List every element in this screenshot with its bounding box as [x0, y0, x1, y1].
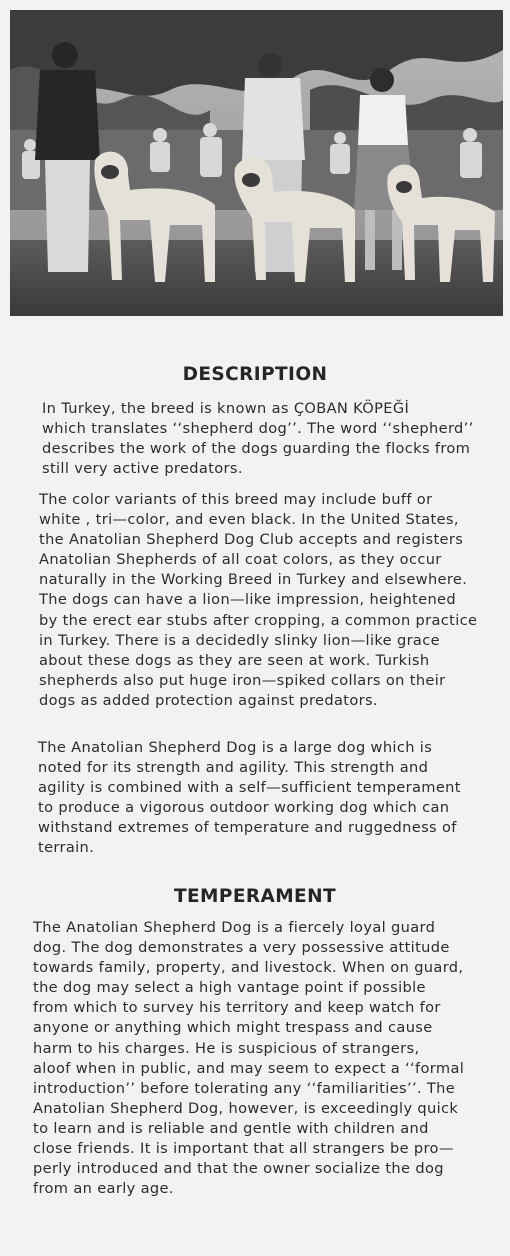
- description-heading: DESCRIPTION: [182, 364, 328, 385]
- dog-show-photo: [10, 10, 503, 316]
- temperament-heading: TEMPERAMENT: [174, 886, 336, 907]
- temperament-paragraph-1: The Anatolian Shepherd Dog is a fiercely loyal guard dog. The dog demonstrates a very possessive attitude towards family, property, and livestock. When on guard, the dog may select a high vantage point if possible from which to survey his territory and keep watch for anyone or anything which might trespass and cause harm to his charges. He is suspicious of strangers, aloof when in public, and may seem to expect a ‘‘formal introduction’’ before tolerating any ‘‘familiarities’’. The Anatolian Shepherd Dog, however, is exceedingly quick to learn and is reliable and gentle with children and close friends. It is important that all strangers be pro— perly introduced and that the owner socialize the dog from an early age.: [33, 919, 465, 1198]
- description-paragraph-3: The Anatolian Shepherd Dog is a large dog which is noted for its strength and agility. This strength and agility is combined with a self—sufficient temperament to produce a vigorous outdoor working dog which can withstand extremes of temperature and ruggedness of terrain.: [38, 739, 461, 857]
- description-paragraph-1: In Turkey, the breed is known as ÇOBAN KÖPEĞİ which translates ‘‘shepherd dog’’. The word ‘‘shepherd’’ describes the work of the dogs guarding the flocks from still very active predators.: [42, 400, 474, 478]
- description-paragraph-2: The color variants of this breed may include buff or white , tri—color, and even black. In the United States, the Anatolian Shepherd Dog Club accepts and registers Anatolian Shepherds of all coat colors, as they occur naturally in the Working Breed in Turkey and elsewhere. The dogs can have a lion—like impression, heightened by the erect ear stubs after cropping, a common practice in Turkey. There is a decidedly slinky lion—like grace about these dogs as they are seen at work. Turkish shepherds also put huge iron—spiked collars on their dogs as added protection against predators.: [39, 491, 478, 709]
